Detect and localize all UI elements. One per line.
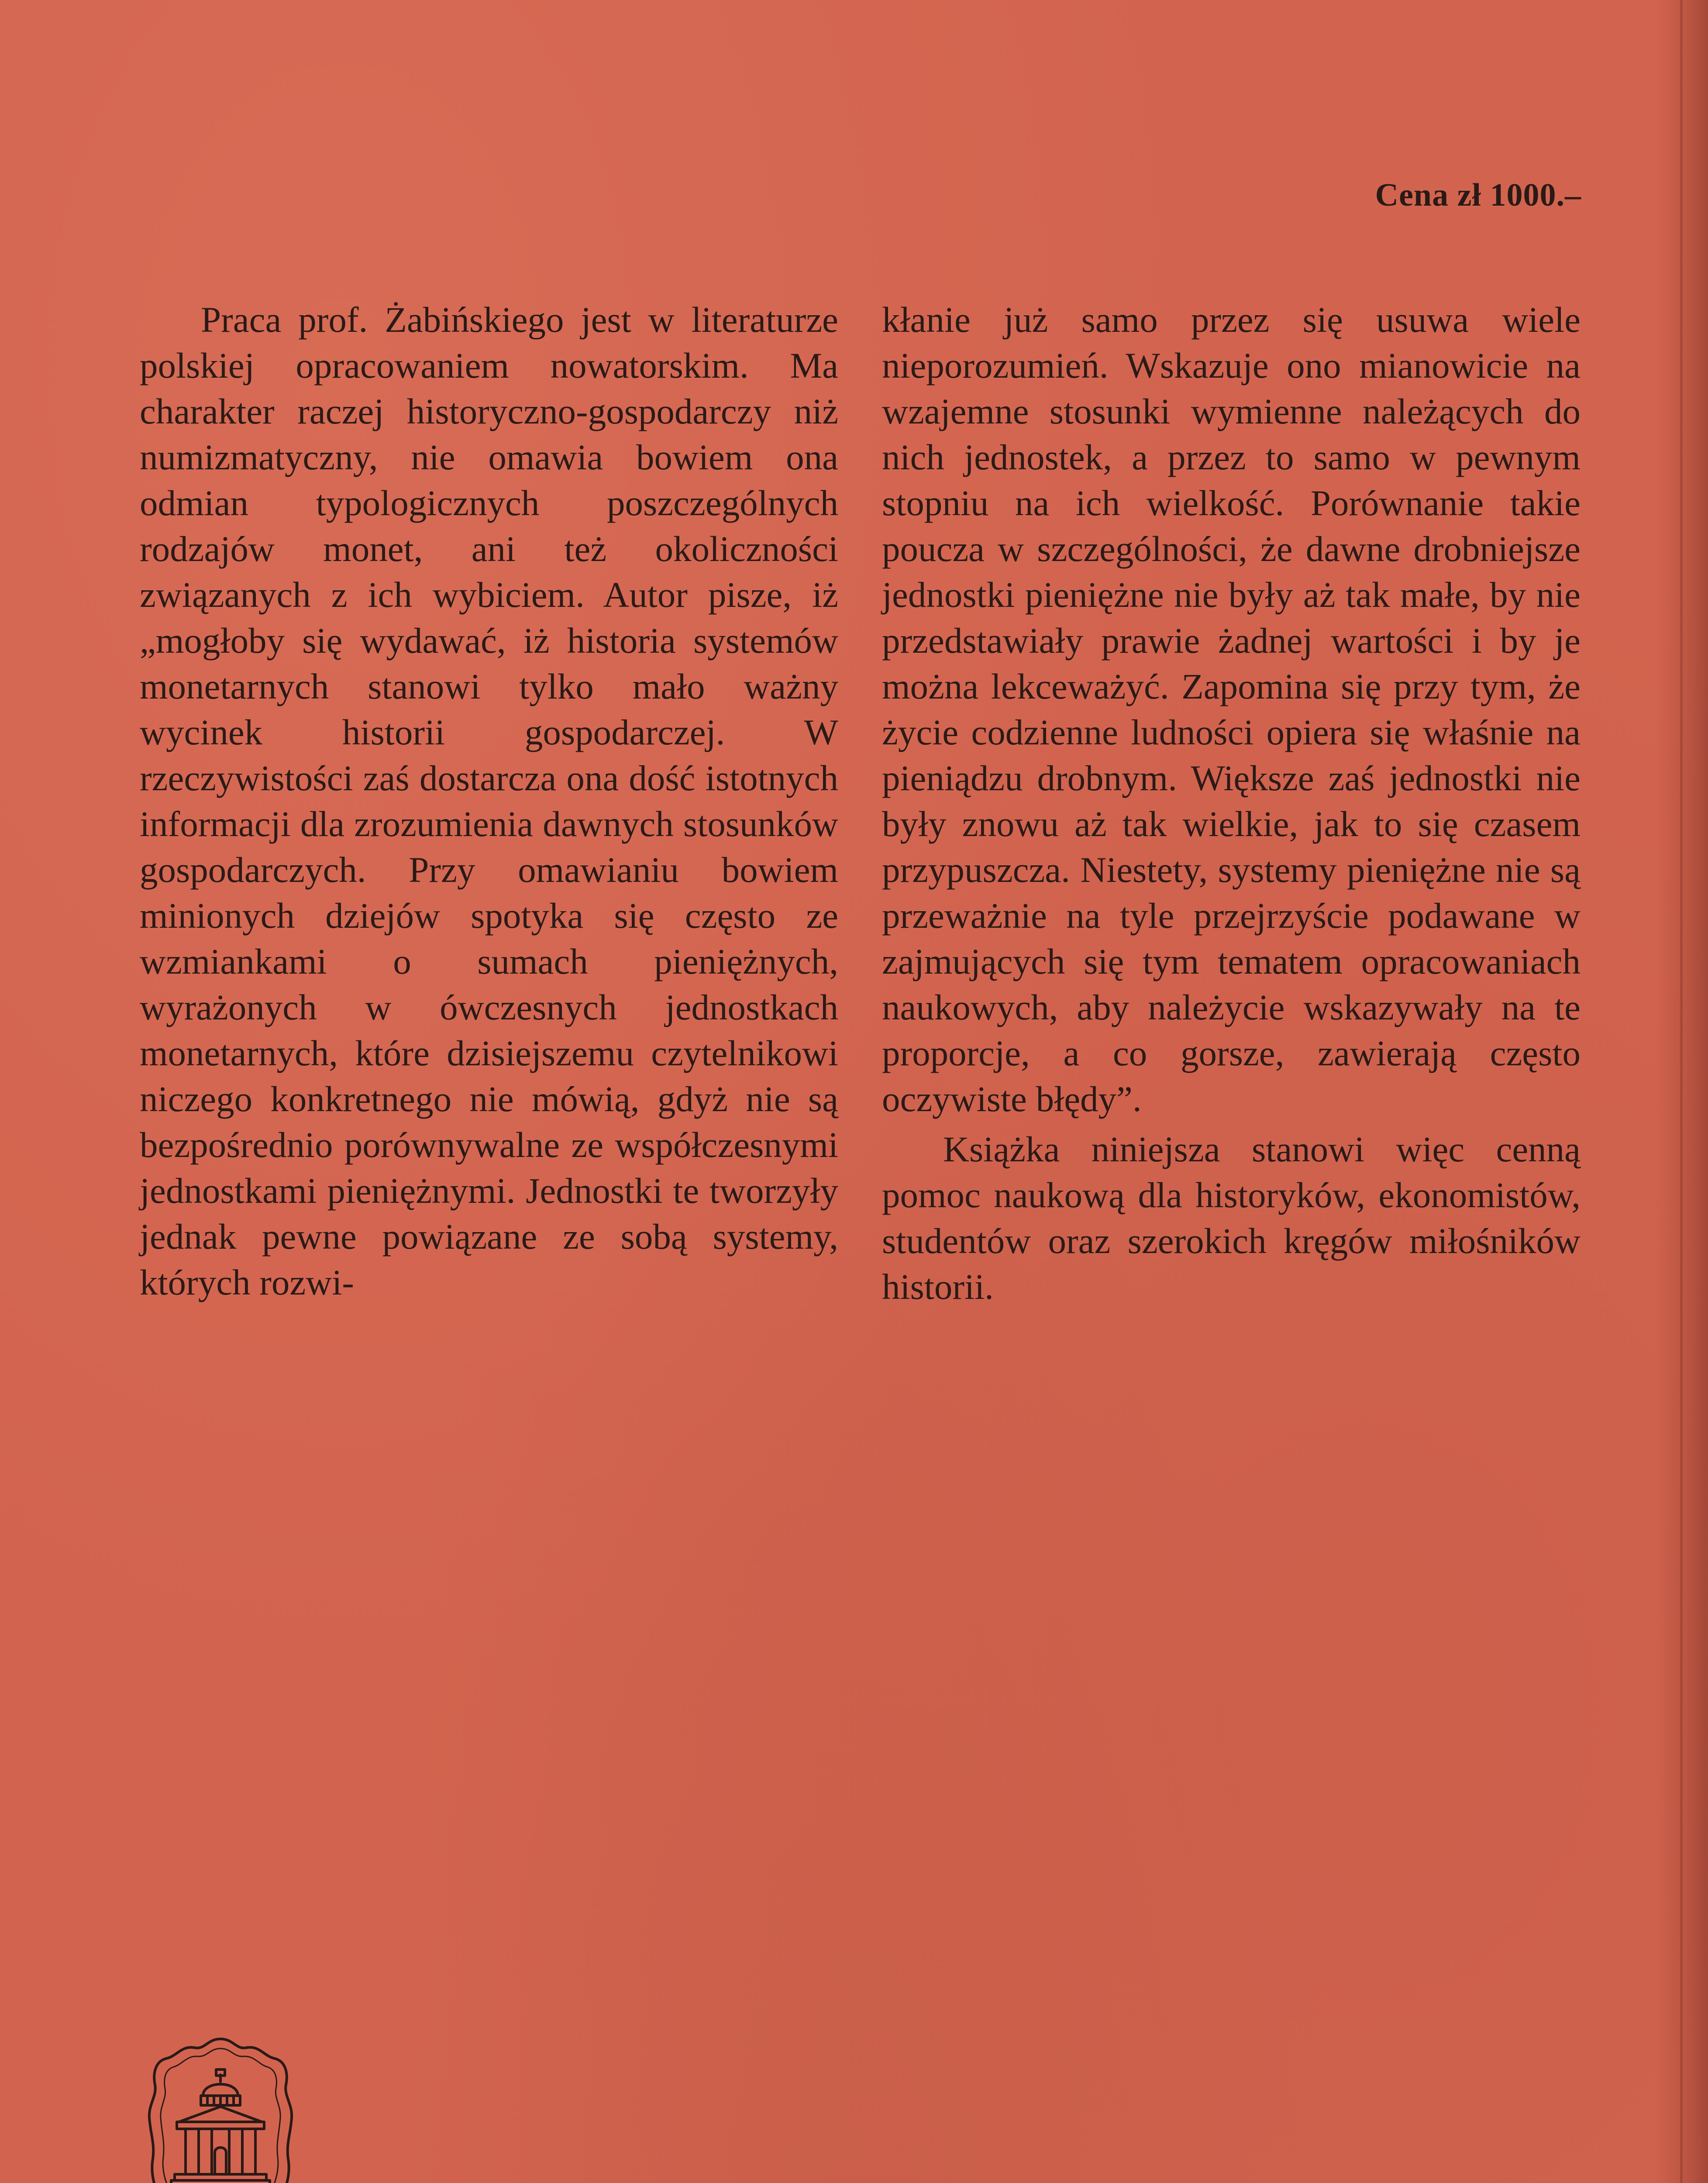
- blurb-paragraph: Książka niniejsza stanowi więc cenną pomoc naukową dla historyków, ekonomistów, studentów oraz szerokich kręgów miłośników historii.: [882, 1129, 1581, 1307]
- blurb-paragraph: Praca prof. Żabińskiego jest w literaturze polskiej opracowaniem nowatorskim. Ma charakter raczej historyczno-gospodarczy niż numizmatyczny, nie omawia bowiem ona odmian typologicznych poszczególnych rodzajów monet, ani też okoliczności związanych z ich wybiciem. Autor pisze, iż „mogłoby się wydawać, iż historia systemów monetarnych stanowi tylko mało ważny wycinek historii gospodarczej. W rzeczywistości zaś dostarcza ona dość istotnych informacji dla zrozumienia dawnych stosunków gospodarczych. Przy omawianiu bowiem minionych dziejów spotyka się często ze wzmiankami o sumach pieniężnych, wyrażonych w ówczesnych jednostkach monetarnych, które dzisiejszemu czytelnikowi niczego konkretnego nie mówią, gdyż nie są bezpośrednio porównywalne ze współczesnymi jednostkami pieniężnymi. Jednostki te tworzyły jednak pewne powiązane ze sobą systemy, których rozwi-: [140, 300, 838, 1302]
- blurb-left-column: [140, 297, 838, 1305]
- publisher-logo-icon: [144, 2035, 297, 2183]
- spine-fold-line: [1680, 0, 1683, 2183]
- blurb-right-column: [882, 297, 1581, 1310]
- price-label: Cena zł 1000.–: [1375, 177, 1581, 213]
- blurb-paragraph-continued: kłanie już samo przez się usuwa wiele nieporozumień. Wskazuje ono mianowicie na wzajemne stosunki wymienne należących do nich jednostek, a przez to samo w pewnym stopniu na ich wielkość. Porównanie takie poucza w szczególności, że dawne drobniejsze jednostki pieniężne nie były aż tak małe, by nie przedstawiały prawie żadnej wartości i by je można lekceważyć. Zapomina się przy tym, że życie codzienne ludności opiera się właśnie na pieniądzu drobnym. Większe zaś jednostki nie były znowu aż tak wielkie, jak to się czasem przypuszcza. Niestety, systemy pieniężne nie są przeważnie na tyle przejrzyście podawane w zajmujących się tym tematem opracowaniach naukowych, aby należycie wskazywały na te proporcje, a co gorsze, zawierają często oczywiste błędy”.: [882, 300, 1581, 1119]
